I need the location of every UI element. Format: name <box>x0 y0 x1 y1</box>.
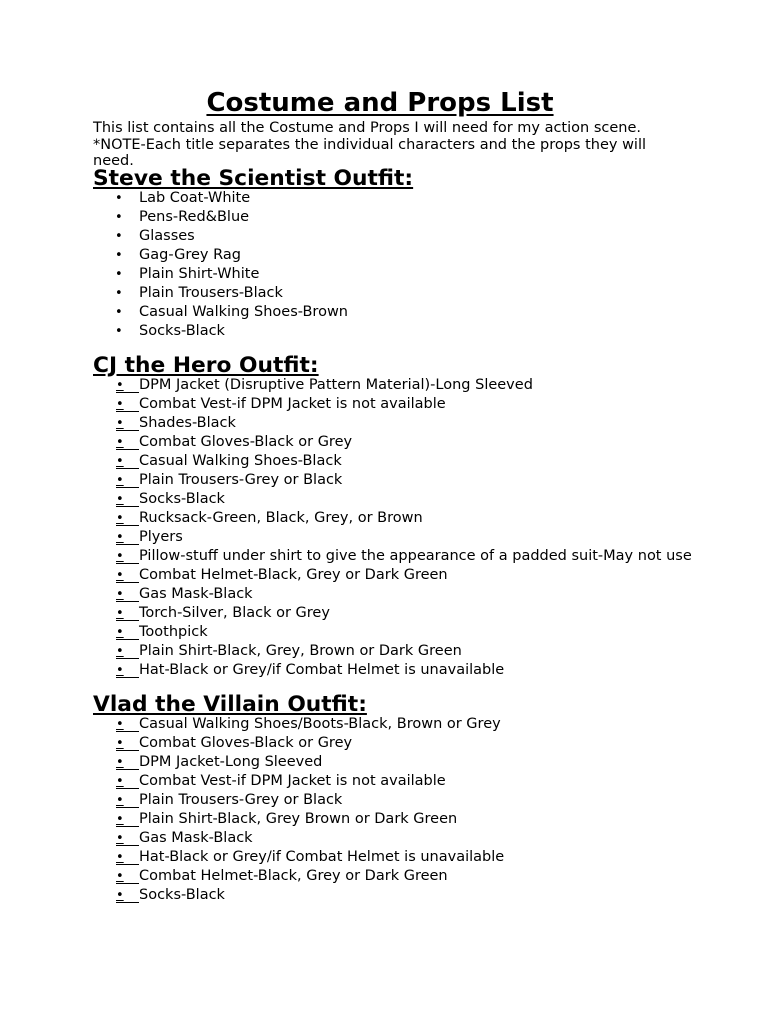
bullet-icon: • <box>116 661 139 680</box>
list-item-text: Socks-Black <box>139 886 225 903</box>
list-item <box>93 246 693 265</box>
list-item <box>93 604 693 623</box>
list-item <box>93 303 693 322</box>
bullet-icon: • <box>116 395 139 414</box>
bullet-icon: • <box>116 642 139 661</box>
item-list-vlad <box>93 715 693 905</box>
list-item-text: Combat Vest-if DPM Jacket is not available <box>139 772 446 789</box>
intro-line-1: This list contains all the Costume and Props I will need for my action scene. <box>93 120 641 136</box>
list-item <box>93 509 693 528</box>
bullet-icon: • <box>115 209 123 225</box>
list-item-text: DPM Jacket (Disruptive Pattern Material)-Long Sleeved <box>139 376 533 393</box>
list-item-text: Plain Shirt-Black, Grey, Brown or Dark Green <box>139 642 462 659</box>
bullet-icon: • <box>115 247 123 263</box>
list-item-text: Casual Walking Shoes/Boots-Black, Brown or Grey <box>139 715 501 732</box>
intro-line-2: *NOTE-Each title separates the individual characters and the props they will need. <box>93 136 647 169</box>
list-item <box>93 265 693 284</box>
bullet-icon: • <box>116 376 139 395</box>
list-item-text: Hat-Black or Grey/if Combat Helmet is unavailable <box>139 848 505 865</box>
section-heading-steve: Steve the Scientist Outfit: <box>93 165 414 191</box>
list-item <box>93 848 693 867</box>
bullet-icon: • <box>116 528 139 547</box>
item-list-cj <box>93 376 693 680</box>
list-item-text: Casual Walking Shoes-Brown <box>139 303 348 320</box>
list-item-text: Casual Walking Shoes-Black <box>139 452 342 469</box>
list-item <box>93 471 693 490</box>
list-item <box>93 753 693 772</box>
bullet-icon: • <box>116 753 139 772</box>
bullet-icon: • <box>116 848 139 867</box>
list-item-text: Combat Gloves-Black or Grey <box>139 433 353 450</box>
bullet-icon: • <box>116 509 139 528</box>
list-item-text: Torch-Silver, Black or Grey <box>139 604 330 621</box>
list-item <box>93 208 693 227</box>
list-item <box>93 376 693 395</box>
section-heading-cj: CJ the Hero Outfit: <box>93 352 319 378</box>
list-item <box>93 433 693 452</box>
list-item <box>93 547 693 566</box>
list-item-text: Socks-Black <box>139 322 225 339</box>
bullet-icon: • <box>116 791 139 810</box>
list-item <box>93 585 693 604</box>
bullet-icon: • <box>116 886 139 905</box>
section-heading-vlad: Vlad the Villain Outfit: <box>93 691 367 717</box>
bullet-icon: • <box>116 452 139 471</box>
bullet-icon: • <box>115 190 123 206</box>
list-item <box>93 322 693 341</box>
list-item <box>93 661 693 680</box>
list-item <box>93 189 693 208</box>
list-item <box>93 414 693 433</box>
list-item <box>93 227 693 246</box>
bullet-icon: • <box>116 715 139 734</box>
list-item <box>93 642 693 661</box>
bullet-icon: • <box>116 810 139 829</box>
list-item <box>93 566 693 585</box>
list-item <box>93 623 693 642</box>
list-item-text: Plyers <box>139 528 183 545</box>
list-item <box>93 490 693 509</box>
list-item-text: Toothpick <box>139 623 208 640</box>
list-item-text: Lab Coat-White <box>139 189 251 206</box>
bullet-icon: • <box>116 867 139 886</box>
list-item-text: Combat Helmet-Black, Grey or Dark Green <box>139 867 448 884</box>
list-item <box>93 829 693 848</box>
bullet-icon: • <box>116 490 139 509</box>
list-item-text: Glasses <box>139 227 195 244</box>
item-list-steve <box>93 189 693 341</box>
bullet-icon: • <box>115 285 123 301</box>
list-item <box>93 791 693 810</box>
list-item <box>93 284 693 303</box>
page-title-text: Costume and Props List <box>206 88 554 118</box>
list-item <box>93 452 693 471</box>
list-item-text: Rucksack-Green, Black, Grey, or Brown <box>139 509 423 526</box>
list-item-text: Pens-Red&Blue <box>139 208 250 225</box>
list-item-text: DPM Jacket-Long Sleeved <box>139 753 323 770</box>
bullet-icon: • <box>116 604 139 623</box>
list-item <box>93 867 693 886</box>
list-item <box>93 810 693 829</box>
list-item-text: Plain Shirt-Black, Grey Brown or Dark Green <box>139 810 458 827</box>
list-item-text: Pillow-stuff under shirt to give the appearance of a padded suit-May not use <box>139 547 692 564</box>
bullet-icon: • <box>116 471 139 490</box>
list-item-text: Hat-Black or Grey/if Combat Helmet is unavailable <box>139 661 505 678</box>
intro-paragraph <box>93 120 665 170</box>
list-item <box>93 772 693 791</box>
bullet-icon: • <box>116 829 139 848</box>
list-item-text: Plain Trousers-Black <box>139 284 283 301</box>
list-item <box>93 528 693 547</box>
bullet-icon: • <box>115 323 123 339</box>
list-item-text: Gas Mask-Black <box>139 585 253 602</box>
list-item <box>93 886 693 905</box>
list-item <box>93 395 693 414</box>
bullet-icon: • <box>115 266 123 282</box>
list-item <box>93 734 693 753</box>
list-item-text: Socks-Black <box>139 490 225 507</box>
page-title <box>93 86 667 120</box>
bullet-icon: • <box>116 547 139 566</box>
list-item-text: Combat Helmet-Black, Grey or Dark Green <box>139 566 448 583</box>
list-item-text: Combat Gloves-Black or Grey <box>139 734 353 751</box>
document-page <box>93 86 693 905</box>
bullet-icon: • <box>115 304 123 320</box>
list-item-text: Plain Trousers-Grey or Black <box>139 471 343 488</box>
list-item-text: Plain Shirt-White <box>139 265 260 282</box>
list-item-text: Plain Trousers-Grey or Black <box>139 791 343 808</box>
bullet-icon: • <box>115 228 123 244</box>
bullet-icon: • <box>116 414 139 433</box>
bullet-icon: • <box>116 623 139 642</box>
list-item <box>93 715 693 734</box>
list-item-text: Gas Mask-Black <box>139 829 253 846</box>
list-item-text: Combat Vest-if DPM Jacket is not available <box>139 395 446 412</box>
bullet-icon: • <box>116 585 139 604</box>
bullet-icon: • <box>116 734 139 753</box>
bullet-icon: • <box>116 772 139 791</box>
list-item-text: Gag-Grey Rag <box>139 246 241 263</box>
list-item-text: Shades-Black <box>139 414 236 431</box>
bullet-icon: • <box>116 566 139 585</box>
bullet-icon: • <box>116 433 139 452</box>
